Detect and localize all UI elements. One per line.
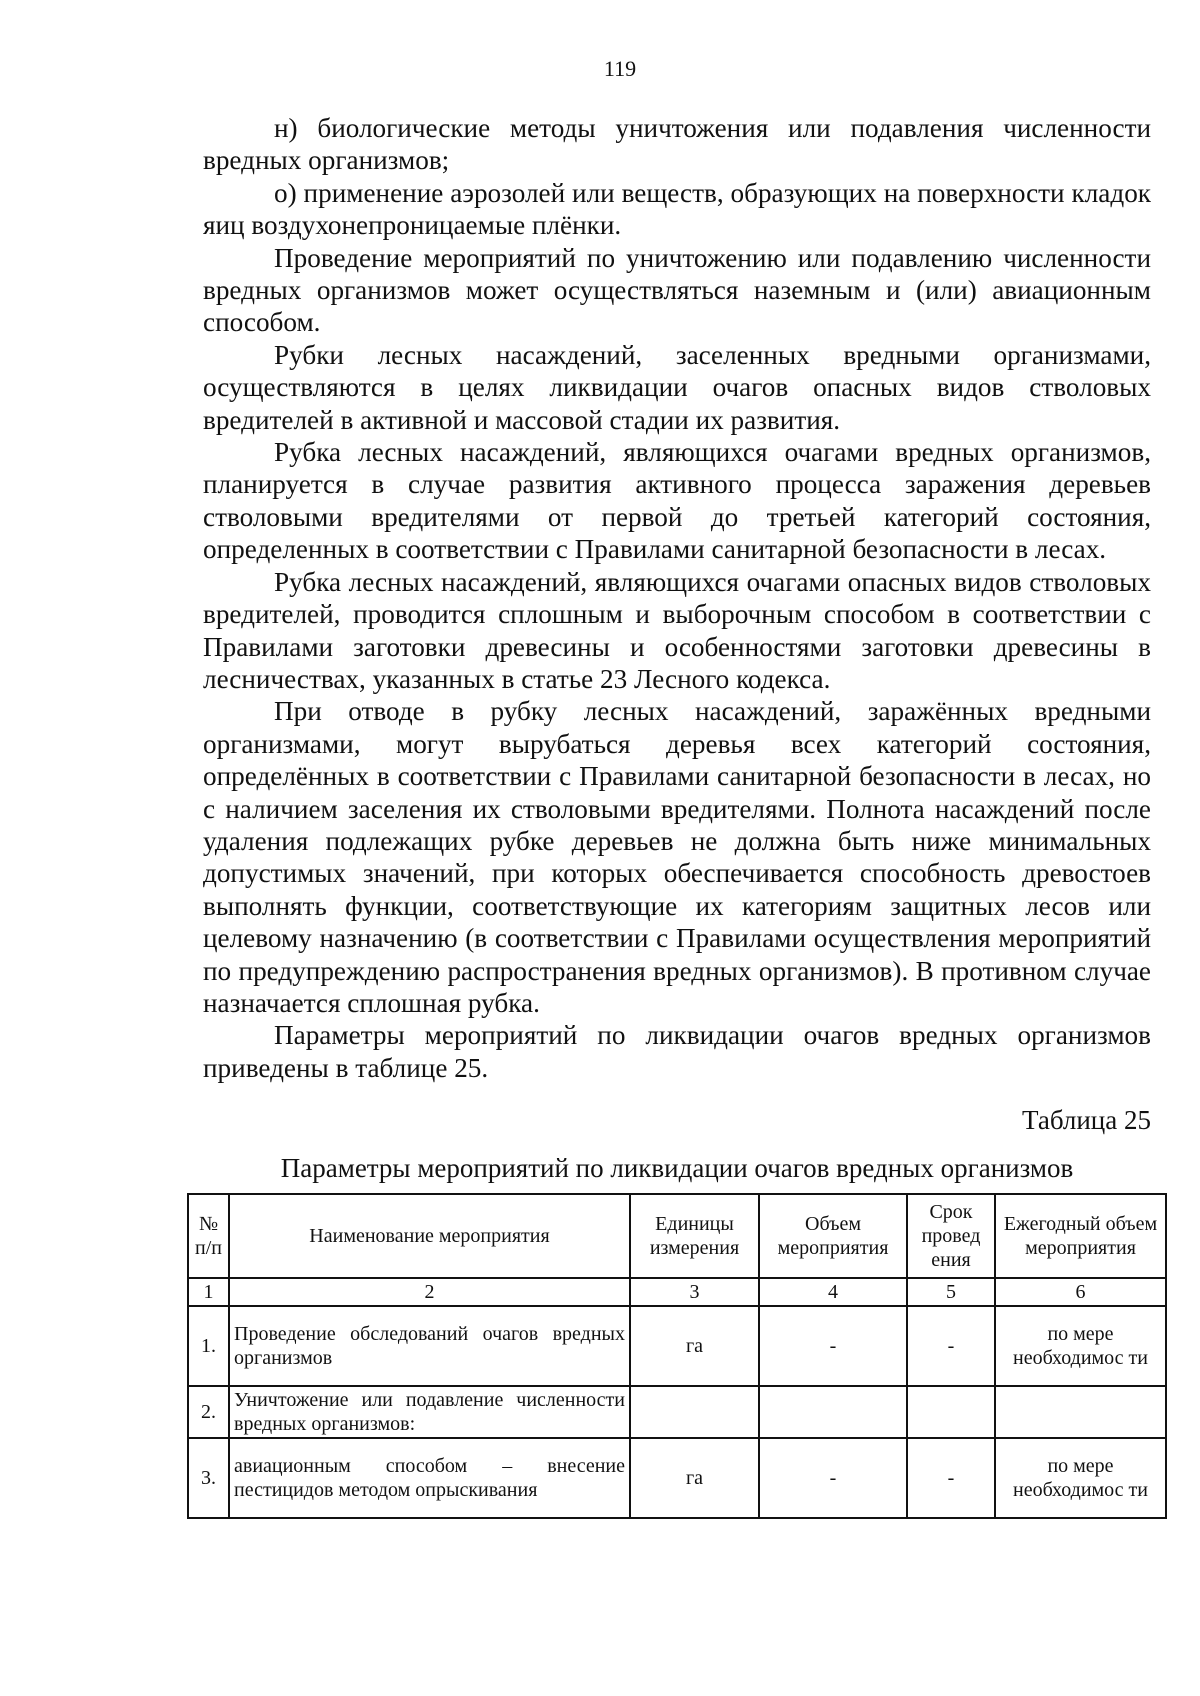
row-num: 1. bbox=[188, 1306, 229, 1386]
column-number-row bbox=[188, 1278, 1166, 1306]
paragraph-table-ref: Параметры мероприятий по ликвидации очагов вредных организмов приведены в таблице 25. bbox=[203, 1020, 1151, 1083]
row-units bbox=[630, 1386, 759, 1438]
column-number: 3 bbox=[630, 1278, 759, 1306]
header-name: Наименование мероприятия bbox=[229, 1194, 630, 1278]
column-number: 5 bbox=[907, 1278, 995, 1306]
body-text bbox=[203, 112, 1151, 1084]
header-units: Единицы измерения bbox=[630, 1194, 759, 1278]
table-title: Параметры мероприятий по ликвидации очагов вредных организмов bbox=[280, 1153, 1074, 1183]
row-annual: по мере необходимос ти bbox=[995, 1306, 1166, 1386]
table-row bbox=[188, 1438, 1166, 1518]
row-num: 2. bbox=[188, 1386, 229, 1438]
row-annual: по мере необходимос ти bbox=[995, 1438, 1166, 1518]
row-num: 3. bbox=[188, 1438, 229, 1518]
header-term: Срок провед ения bbox=[907, 1194, 995, 1278]
column-number: 1 bbox=[188, 1278, 229, 1306]
row-name: Уничтожение или подавление численности вредных организмов: bbox=[229, 1386, 630, 1438]
paragraph-allotment: При отводе в рубку лесных насаждений, заражённых вредными организмами, могут вырубаться деревья всех категорий состояния, определённых в соответствии с Правилами санитарной безопасности в лесах, но с наличием заселения их стволовыми вредителями. Полнота насаждений после удаления подлежащих рубке деревьев не должна быть ниже минимальных допустимых значений, при которых обеспечивается способность древостоев выполнять функции, соответствующие их категориям защитных лесов или целевому назначению (в соответствии с Правилами осуществления мероприятий по предупреждению распространения вредных организмов). В противном случае назначается сплошная рубка. bbox=[203, 696, 1151, 1018]
header-num: № п/п bbox=[188, 1194, 229, 1278]
row-name: Проведение обследований очагов вредных организмов bbox=[229, 1306, 630, 1386]
column-number: 2 bbox=[229, 1278, 630, 1306]
table-label: Таблица 25 bbox=[1022, 1105, 1151, 1135]
paragraph-methods: Проведение мероприятий по уничтожению или подавлению численности вредных организмов может осуществляться наземным и (или) авиационным способом. bbox=[203, 242, 1151, 338]
row-volume: - bbox=[759, 1306, 907, 1386]
table-row bbox=[188, 1306, 1166, 1386]
row-volume: - bbox=[759, 1438, 907, 1518]
row-units: га bbox=[630, 1306, 759, 1386]
parameters-table bbox=[187, 1193, 1167, 1519]
header-annual: Ежегодный объем мероприятия bbox=[995, 1194, 1166, 1278]
paragraph-n: н) биологические методы уничтожения или подавления численности вредных организмов; bbox=[203, 113, 1151, 176]
row-term: - bbox=[907, 1306, 995, 1386]
page-number: 119 bbox=[603, 56, 637, 81]
paragraph-cuttings: Рубки лесных насаждений, заселенных вредными организмами, осуществляются в целях ликвидации очагов опасных видов стволовых вредителей в активной и массовой стадии их развития. bbox=[203, 339, 1151, 435]
column-number: 6 bbox=[995, 1278, 1166, 1306]
paragraph-o: о) применение аэрозолей или веществ, образующих на поверхности кладок яиц воздухонепроницаемые плёнки. bbox=[203, 177, 1151, 241]
row-name: авиационным способом – внесение пестицидов методом опрыскивания bbox=[229, 1438, 630, 1518]
table-row bbox=[188, 1386, 1166, 1438]
row-volume bbox=[759, 1386, 907, 1438]
paragraph-cutting-planning: Рубка лесных насаждений, являющихся очагами вредных организмов, планируется в случае развития активного процесса заражения деревьев стволовыми вредителями от первой до третьей категорий состояния, определенных в соответствии с Правилами санитарной безопасности в лесах. bbox=[203, 437, 1151, 565]
row-term: - bbox=[907, 1438, 995, 1518]
row-units: га bbox=[630, 1438, 759, 1518]
row-term bbox=[907, 1386, 995, 1438]
row-annual bbox=[995, 1386, 1166, 1438]
table-header-row bbox=[188, 1194, 1166, 1278]
paragraph-cutting-method: Рубка лесных насаждений, являющихся очагами опасных видов стволовых вредителей, проводится сплошным и выборочным способом в соответствии с Правилами заготовки древесины и особенностями заготовки древесины в лесничествах, указанных в статье 23 Лесного кодекса. bbox=[203, 566, 1151, 694]
header-volume: Объем мероприятия bbox=[759, 1194, 907, 1278]
column-number: 4 bbox=[759, 1278, 907, 1306]
